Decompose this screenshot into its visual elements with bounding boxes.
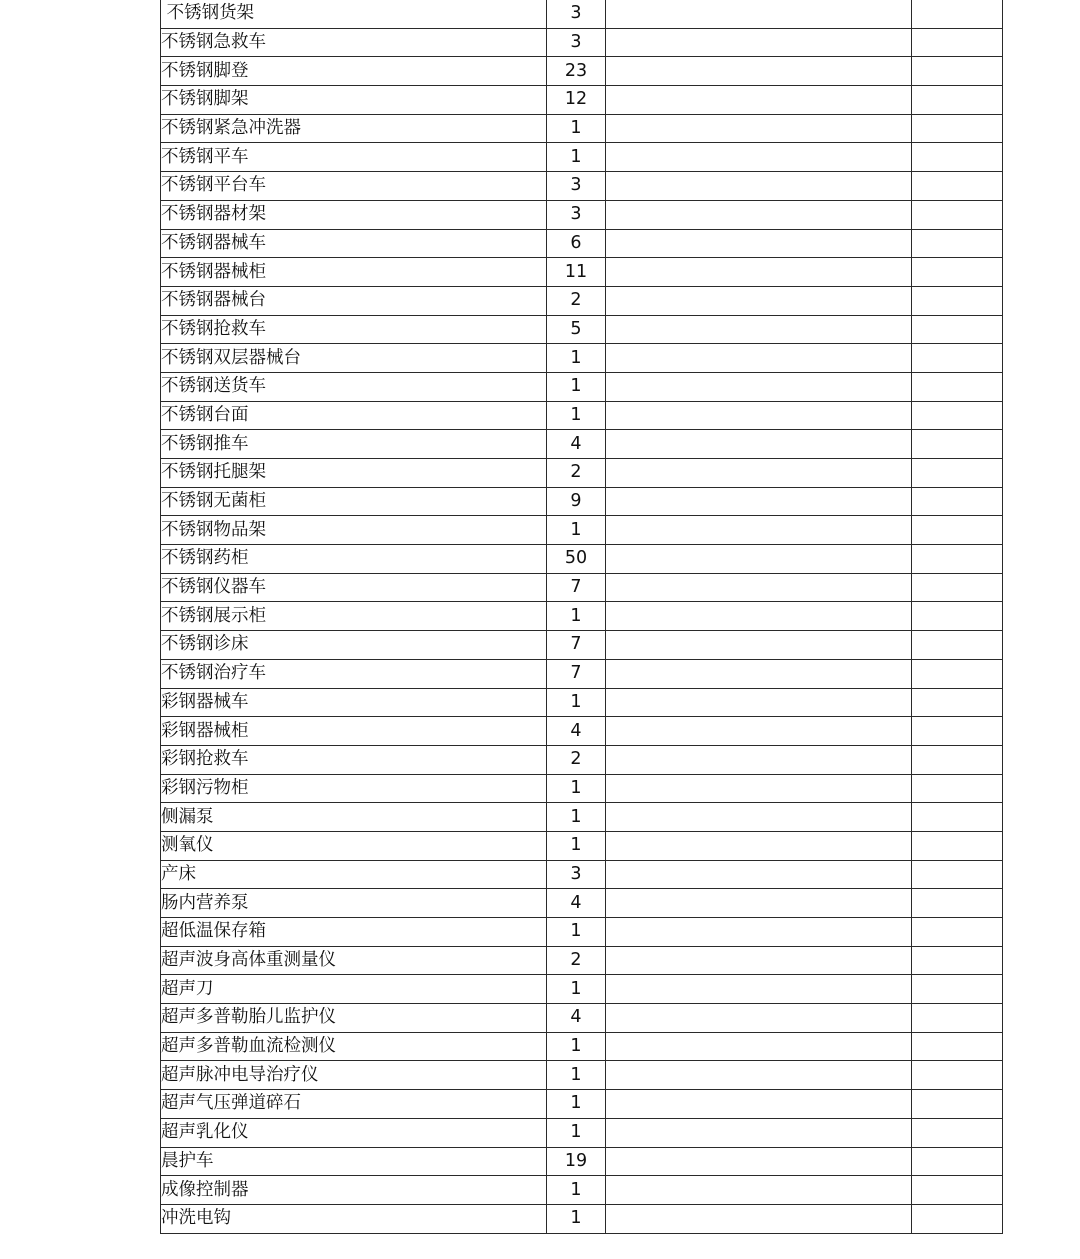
- table-row: [161, 717, 1003, 746]
- quantity-cell: 1: [547, 344, 606, 373]
- empty-cell: [912, 172, 1003, 201]
- item-name-cell: 不锈钢货架: [161, 0, 547, 28]
- empty-cell: [912, 573, 1003, 602]
- quantity-cell: 23: [547, 57, 606, 86]
- item-name-cell: 不锈钢推车: [161, 430, 547, 459]
- empty-cell: [606, 659, 912, 688]
- empty-cell: [606, 803, 912, 832]
- table-row: [161, 545, 1003, 574]
- empty-cell: [606, 717, 912, 746]
- empty-cell: [912, 516, 1003, 545]
- table-row: [161, 430, 1003, 459]
- empty-cell: [606, 602, 912, 631]
- item-name-cell: 侧漏泵: [161, 803, 547, 832]
- empty-cell: [606, 0, 912, 28]
- table-row: [161, 1118, 1003, 1147]
- item-name-cell: 不锈钢送货车: [161, 372, 547, 401]
- item-name-cell: 不锈钢无菌柜: [161, 487, 547, 516]
- empty-cell: [912, 487, 1003, 516]
- item-name-cell: 不锈钢诊床: [161, 631, 547, 660]
- empty-cell: [912, 0, 1003, 28]
- empty-cell: [912, 459, 1003, 488]
- item-name-cell: 不锈钢脚登: [161, 57, 547, 86]
- quantity-cell: 12: [547, 86, 606, 115]
- empty-cell: [606, 315, 912, 344]
- empty-cell: [912, 57, 1003, 86]
- item-name-cell: 不锈钢药柜: [161, 545, 547, 574]
- empty-cell: [606, 975, 912, 1004]
- empty-cell: [912, 114, 1003, 143]
- quantity-cell: 9: [547, 487, 606, 516]
- empty-cell: [606, 1090, 912, 1119]
- table-row: [161, 1147, 1003, 1176]
- table-row: [161, 57, 1003, 86]
- empty-cell: [912, 831, 1003, 860]
- empty-cell: [606, 774, 912, 803]
- table-row: [161, 803, 1003, 832]
- quantity-cell: 11: [547, 258, 606, 287]
- quantity-cell: 3: [547, 860, 606, 889]
- table-row: [161, 372, 1003, 401]
- quantity-cell: 3: [547, 0, 606, 28]
- empty-cell: [606, 831, 912, 860]
- item-name-cell: 不锈钢紧急冲洗器: [161, 114, 547, 143]
- empty-cell: [606, 459, 912, 488]
- empty-cell: [606, 286, 912, 315]
- item-name-cell: 不锈钢器械台: [161, 286, 547, 315]
- item-name-cell: 不锈钢急救车: [161, 28, 547, 57]
- quantity-cell: 1: [547, 143, 606, 172]
- empty-cell: [912, 1061, 1003, 1090]
- quantity-cell: 7: [547, 573, 606, 602]
- quantity-cell: 1: [547, 803, 606, 832]
- empty-cell: [912, 918, 1003, 947]
- quantity-cell: 7: [547, 659, 606, 688]
- quantity-cell: 1: [547, 688, 606, 717]
- quantity-cell: 1: [547, 1090, 606, 1119]
- empty-cell: [912, 860, 1003, 889]
- item-name-cell: 超声多普勒胎儿监护仪: [161, 1004, 547, 1033]
- item-name-cell: 不锈钢器械车: [161, 229, 547, 258]
- empty-cell: [606, 631, 912, 660]
- table-row: [161, 831, 1003, 860]
- table-row: [161, 946, 1003, 975]
- item-name-cell: 不锈钢台面: [161, 401, 547, 430]
- table-row: [161, 86, 1003, 115]
- quantity-cell: 1: [547, 602, 606, 631]
- empty-cell: [912, 659, 1003, 688]
- empty-cell: [606, 1061, 912, 1090]
- empty-cell: [606, 430, 912, 459]
- quantity-cell: 5: [547, 315, 606, 344]
- empty-cell: [912, 717, 1003, 746]
- empty-cell: [912, 28, 1003, 57]
- quantity-cell: 1: [547, 918, 606, 947]
- quantity-cell: 1: [547, 1032, 606, 1061]
- empty-cell: [606, 143, 912, 172]
- inventory-sheet: [160, 0, 1002, 1234]
- item-name-cell: 不锈钢物品架: [161, 516, 547, 545]
- item-name-cell: 彩钢器械车: [161, 688, 547, 717]
- quantity-cell: 1: [547, 516, 606, 545]
- empty-cell: [912, 1118, 1003, 1147]
- table-row: [161, 200, 1003, 229]
- item-name-cell: 不锈钢平车: [161, 143, 547, 172]
- quantity-cell: 7: [547, 631, 606, 660]
- empty-cell: [606, 918, 912, 947]
- quantity-cell: 19: [547, 1147, 606, 1176]
- item-name-cell: 不锈钢仪器车: [161, 573, 547, 602]
- empty-cell: [606, 86, 912, 115]
- table-row: [161, 516, 1003, 545]
- item-name-cell: 不锈钢托腿架: [161, 459, 547, 488]
- empty-cell: [606, 28, 912, 57]
- item-name-cell: 成像控制器: [161, 1176, 547, 1205]
- table-row: [161, 401, 1003, 430]
- empty-cell: [912, 1032, 1003, 1061]
- table-row: [161, 1204, 1003, 1233]
- quantity-cell: 1: [547, 1118, 606, 1147]
- empty-cell: [606, 1176, 912, 1205]
- item-name-cell: 测氧仪: [161, 831, 547, 860]
- table-row: [161, 459, 1003, 488]
- empty-cell: [606, 573, 912, 602]
- table-row: [161, 315, 1003, 344]
- table-row: [161, 918, 1003, 947]
- quantity-cell: 6: [547, 229, 606, 258]
- quantity-cell: 4: [547, 717, 606, 746]
- item-name-cell: 不锈钢双层器械台: [161, 344, 547, 373]
- item-name-cell: 不锈钢器械柜: [161, 258, 547, 287]
- quantity-cell: 1: [547, 975, 606, 1004]
- empty-cell: [912, 803, 1003, 832]
- empty-cell: [606, 258, 912, 287]
- empty-cell: [912, 143, 1003, 172]
- quantity-cell: 4: [547, 430, 606, 459]
- table-row: [161, 487, 1003, 516]
- quantity-cell: 1: [547, 774, 606, 803]
- empty-cell: [912, 430, 1003, 459]
- quantity-cell: 1: [547, 372, 606, 401]
- empty-cell: [912, 602, 1003, 631]
- quantity-cell: 2: [547, 946, 606, 975]
- table-row: [161, 172, 1003, 201]
- empty-cell: [606, 946, 912, 975]
- empty-cell: [912, 1204, 1003, 1233]
- empty-cell: [606, 229, 912, 258]
- table-row: [161, 659, 1003, 688]
- table-row: [161, 0, 1003, 28]
- equipment-table: [160, 0, 1003, 1234]
- empty-cell: [912, 286, 1003, 315]
- item-name-cell: 不锈钢展示柜: [161, 602, 547, 631]
- equipment-table-body: [161, 0, 1003, 1233]
- empty-cell: [912, 688, 1003, 717]
- empty-cell: [606, 487, 912, 516]
- table-row: [161, 889, 1003, 918]
- table-row: [161, 573, 1003, 602]
- empty-cell: [606, 172, 912, 201]
- table-row: [161, 344, 1003, 373]
- quantity-cell: 2: [547, 745, 606, 774]
- quantity-cell: 1: [547, 1061, 606, 1090]
- item-name-cell: 不锈钢器材架: [161, 200, 547, 229]
- empty-cell: [912, 315, 1003, 344]
- item-name-cell: 产床: [161, 860, 547, 889]
- quantity-cell: 1: [547, 831, 606, 860]
- empty-cell: [606, 516, 912, 545]
- quantity-cell: 1: [547, 1204, 606, 1233]
- quantity-cell: 3: [547, 172, 606, 201]
- empty-cell: [606, 1032, 912, 1061]
- item-name-cell: 不锈钢平台车: [161, 172, 547, 201]
- item-name-cell: 不锈钢脚架: [161, 86, 547, 115]
- quantity-cell: 2: [547, 459, 606, 488]
- item-name-cell: 不锈钢抢救车: [161, 315, 547, 344]
- table-row: [161, 1032, 1003, 1061]
- item-name-cell: 超声乳化仪: [161, 1118, 547, 1147]
- empty-cell: [606, 688, 912, 717]
- empty-cell: [912, 344, 1003, 373]
- empty-cell: [912, 946, 1003, 975]
- quantity-cell: 1: [547, 401, 606, 430]
- empty-cell: [606, 114, 912, 143]
- quantity-cell: 50: [547, 545, 606, 574]
- empty-cell: [912, 401, 1003, 430]
- table-row: [161, 1004, 1003, 1033]
- item-name-cell: 不锈钢治疗车: [161, 659, 547, 688]
- table-row: [161, 975, 1003, 1004]
- empty-cell: [912, 745, 1003, 774]
- quantity-cell: 3: [547, 200, 606, 229]
- quantity-cell: 1: [547, 1176, 606, 1205]
- empty-cell: [606, 860, 912, 889]
- table-row: [161, 602, 1003, 631]
- empty-cell: [912, 86, 1003, 115]
- table-row: [161, 143, 1003, 172]
- item-name-cell: 彩钢污物柜: [161, 774, 547, 803]
- empty-cell: [606, 745, 912, 774]
- item-name-cell: 超声气压弹道碎石: [161, 1090, 547, 1119]
- table-row: [161, 1061, 1003, 1090]
- quantity-cell: 4: [547, 1004, 606, 1033]
- empty-cell: [606, 1004, 912, 1033]
- empty-cell: [606, 1204, 912, 1233]
- item-name-cell: 超声脉冲电导治疗仪: [161, 1061, 547, 1090]
- item-name-cell: 超声刀: [161, 975, 547, 1004]
- item-name-cell: 彩钢抢救车: [161, 745, 547, 774]
- empty-cell: [912, 545, 1003, 574]
- table-row: [161, 286, 1003, 315]
- empty-cell: [606, 401, 912, 430]
- table-row: [161, 745, 1003, 774]
- table-row: [161, 774, 1003, 803]
- quantity-cell: 1: [547, 114, 606, 143]
- empty-cell: [912, 631, 1003, 660]
- table-row: [161, 860, 1003, 889]
- empty-cell: [912, 975, 1003, 1004]
- table-row: [161, 258, 1003, 287]
- empty-cell: [912, 774, 1003, 803]
- table-row: [161, 1176, 1003, 1205]
- table-row: [161, 28, 1003, 57]
- empty-cell: [912, 372, 1003, 401]
- empty-cell: [912, 889, 1003, 918]
- item-name-cell: 超低温保存箱: [161, 918, 547, 947]
- empty-cell: [912, 1147, 1003, 1176]
- empty-cell: [912, 1090, 1003, 1119]
- empty-cell: [606, 57, 912, 86]
- empty-cell: [606, 200, 912, 229]
- empty-cell: [606, 1147, 912, 1176]
- empty-cell: [912, 1004, 1003, 1033]
- item-name-cell: 超声多普勒血流检测仪: [161, 1032, 547, 1061]
- quantity-cell: 3: [547, 28, 606, 57]
- item-name-cell: 冲洗电钩: [161, 1204, 547, 1233]
- empty-cell: [606, 1118, 912, 1147]
- quantity-cell: 4: [547, 889, 606, 918]
- quantity-cell: 2: [547, 286, 606, 315]
- empty-cell: [912, 200, 1003, 229]
- empty-cell: [606, 545, 912, 574]
- table-row: [161, 688, 1003, 717]
- item-name-cell: 超声波身高体重测量仪: [161, 946, 547, 975]
- empty-cell: [606, 372, 912, 401]
- table-row: [161, 1090, 1003, 1119]
- empty-cell: [606, 344, 912, 373]
- table-row: [161, 114, 1003, 143]
- table-row: [161, 229, 1003, 258]
- item-name-cell: 晨护车: [161, 1147, 547, 1176]
- empty-cell: [912, 1176, 1003, 1205]
- item-name-cell: 肠内营养泵: [161, 889, 547, 918]
- empty-cell: [606, 889, 912, 918]
- table-row: [161, 631, 1003, 660]
- item-name-cell: 彩钢器械柜: [161, 717, 547, 746]
- empty-cell: [912, 229, 1003, 258]
- empty-cell: [912, 258, 1003, 287]
